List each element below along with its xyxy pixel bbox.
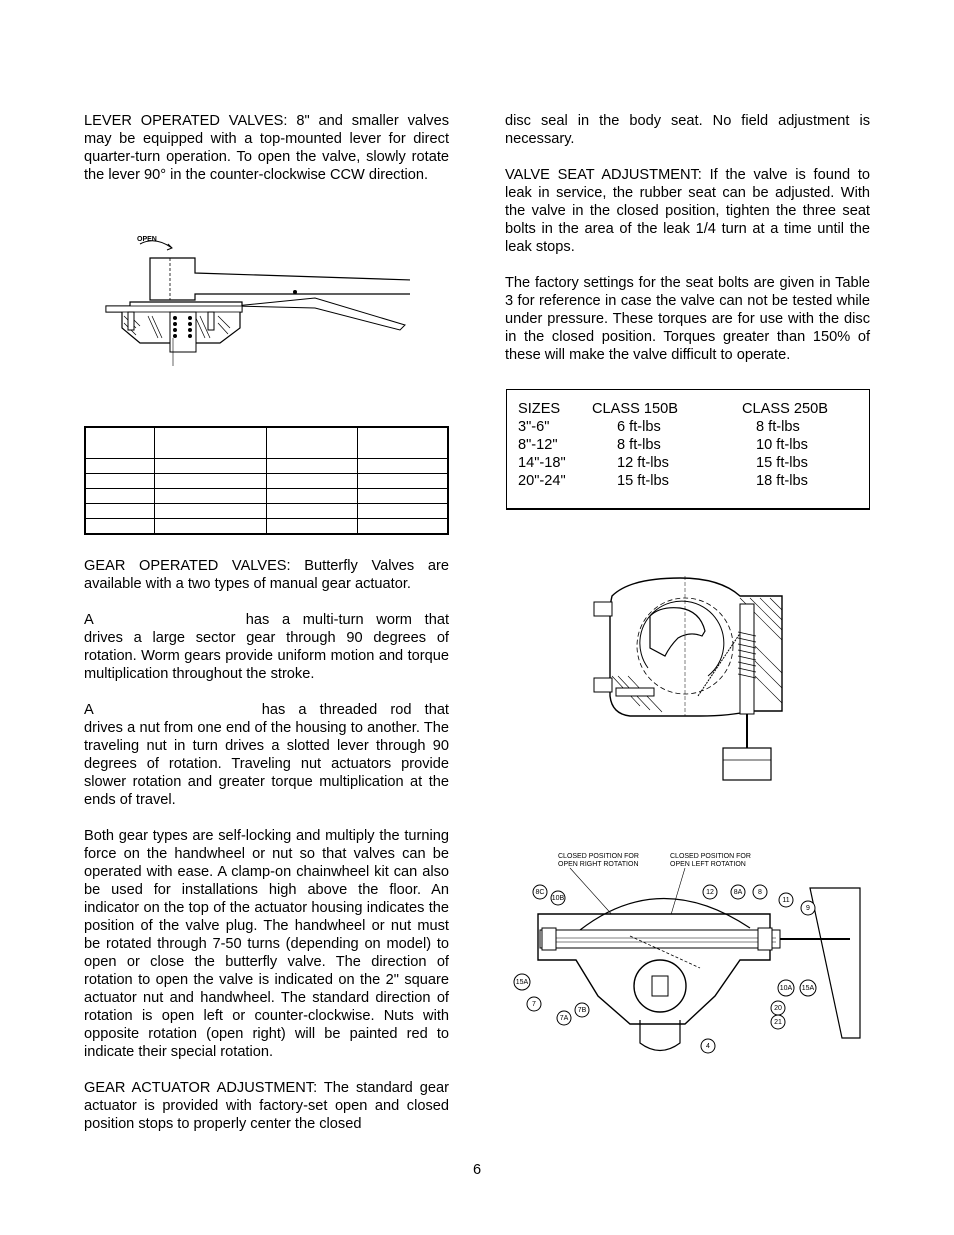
class-250b-cell: 10 ft-lbs	[756, 437, 808, 453]
table-row	[518, 454, 828, 472]
callout-8a: 8A	[733, 889, 743, 896]
size-cell: 3"-6"	[518, 419, 550, 435]
left-column-lower	[84, 557, 449, 1151]
worm-gear-lead: A	[84, 612, 94, 628]
class-250b-cell: 8 ft-lbs	[756, 419, 800, 435]
left-column	[84, 112, 449, 202]
header-class-150b: CLASS 150B	[592, 401, 678, 417]
callout-12: 12	[706, 889, 714, 896]
size-cell: 8"-12"	[518, 437, 558, 453]
callout-11: 11	[782, 897, 790, 904]
worm-gear-actuator-drawing	[590, 576, 790, 786]
class-250b-cell: 15 ft-lbs	[756, 455, 808, 471]
callout-15a-right: 15A	[801, 985, 815, 992]
callout-7a: 7A	[559, 1015, 569, 1022]
size-cell: 14"-18"	[518, 455, 566, 471]
header-sizes: SIZES	[518, 401, 561, 417]
right-column	[505, 112, 870, 382]
callout-15a-left: 15A	[515, 979, 529, 986]
callout-4: 4	[706, 1043, 710, 1050]
closed-open-left-label	[670, 853, 751, 868]
gear-adjustment-paragraph: GEAR ACTUATOR ADJUSTMENT: The standard gear actuator is provided with factory-set open and closed position stops to properly center the closed	[84, 1080, 449, 1132]
blank-table	[84, 426, 449, 535]
table-row	[518, 436, 828, 454]
continued-paragraph: disc seal in the body seat. No field adjustment is necessary.	[505, 113, 870, 147]
callout-9: 9	[806, 905, 810, 912]
page-number: 6	[472, 1162, 482, 1178]
class-150b-cell: 6 ft-lbs	[617, 419, 661, 435]
callout-21: 21	[774, 1019, 782, 1026]
class-150b-cell: 8 ft-lbs	[617, 437, 661, 453]
callout-20: 20	[774, 1005, 782, 1012]
header-class-250b: CLASS 250B	[742, 401, 828, 417]
worm-gear-text: has a multi-turn worm that drives a large sector gear through 90 degrees of rotation. Worm gears provide uniform motion and torque multiplication throughout the stroke.	[84, 612, 449, 682]
traveling-nut-lead: A	[84, 702, 94, 718]
class-250b-cell: 18 ft-lbs	[756, 473, 808, 489]
seat-adjustment-paragraph: VALVE SEAT ADJUSTMENT: If the valve is found to leak in service, the rubber seat can be adjusted. With the valve in the closed position, tighten the three seat bolts in the area of the leak 1/4 turn at a time until the leak stops.	[505, 167, 870, 255]
class-150b-cell: 15 ft-lbs	[617, 473, 669, 489]
callout-7b: 7B	[577, 1007, 587, 1014]
lever-operated-paragraph: LEVER OPERATED VALVES: 8" and smaller valves may be equipped with a top-mounted lever for direct quarter-turn operation. To open the valve, slowly rotate the lever 90° in the counter-clockwise CCW direction.	[84, 113, 449, 183]
open-label: OPEN	[137, 236, 157, 243]
both-gear-types-paragraph: Both gear types are self-locking and multiply the turning force on the handwheel or nut so that valves can be operated with ease. A clamp-on chainwheel kit can also be used for installations high above the floor. An indicator on the top of the actuator housing indicates the position of the valve plug. The handwheel or nut must be rotated through 7-50 turns (depending on model) to open or close the butterfly valve. The direction of rotation to open the valve is indicated on the 2" square actuator nut and handwheel. The standard direction of rotation is open left or counter-clockwise. Nuts with opposite rotation (open right) will be painted red to indicate their special rotation.	[84, 828, 449, 1060]
worm-gear-paragraph	[84, 611, 449, 683]
torque-table-header	[518, 400, 828, 418]
callout-10b: 10B	[551, 895, 565, 902]
traveling-nut-text: has a threaded rod that drives a nut from one end of the housing to another. The traveling nut in turn drives a slotted lever through 90 degrees of rotation. Traveling nut actuators provide slower rotation and greater torque multiplication at the ends of travel.	[84, 702, 449, 808]
callout-8c: 8C	[535, 889, 545, 896]
traveling-nut-actuator-drawing	[510, 848, 870, 1066]
closed-open-right-line-2: OPEN RIGHT ROTATION	[558, 861, 639, 868]
torque-table	[518, 400, 828, 490]
class-150b-cell: 12 ft-lbs	[617, 455, 669, 471]
callout-10a: 10A	[779, 985, 793, 992]
closed-open-left-line-2: OPEN LEFT ROTATION	[670, 861, 746, 868]
table-row	[518, 472, 828, 490]
closed-open-left-line-1: CLOSED POSITION FOR	[670, 853, 751, 860]
closed-open-right-label	[558, 853, 639, 868]
callout-8: 8	[758, 889, 762, 896]
lever-operated-valve-drawing	[100, 228, 410, 368]
traveling-nut-paragraph	[84, 701, 449, 809]
factory-settings-paragraph: The factory settings for the seat bolts are given in Table 3 for reference in case the valve can not be tested while under pressure. These torques are for use with the disc in the closed position. Torques greater than 150% of these will make the valve difficult to operate.	[505, 275, 870, 363]
size-cell: 20"-24"	[518, 473, 566, 489]
torque-table-box	[506, 389, 870, 510]
table-row	[518, 418, 828, 436]
callout-7: 7	[532, 1001, 536, 1008]
closed-open-right-line-1: CLOSED POSITION FOR	[558, 853, 639, 860]
gear-operated-paragraph: GEAR OPERATED VALVES: Butterfly Valves are available with a two types of manual gear actuator.	[84, 558, 449, 592]
